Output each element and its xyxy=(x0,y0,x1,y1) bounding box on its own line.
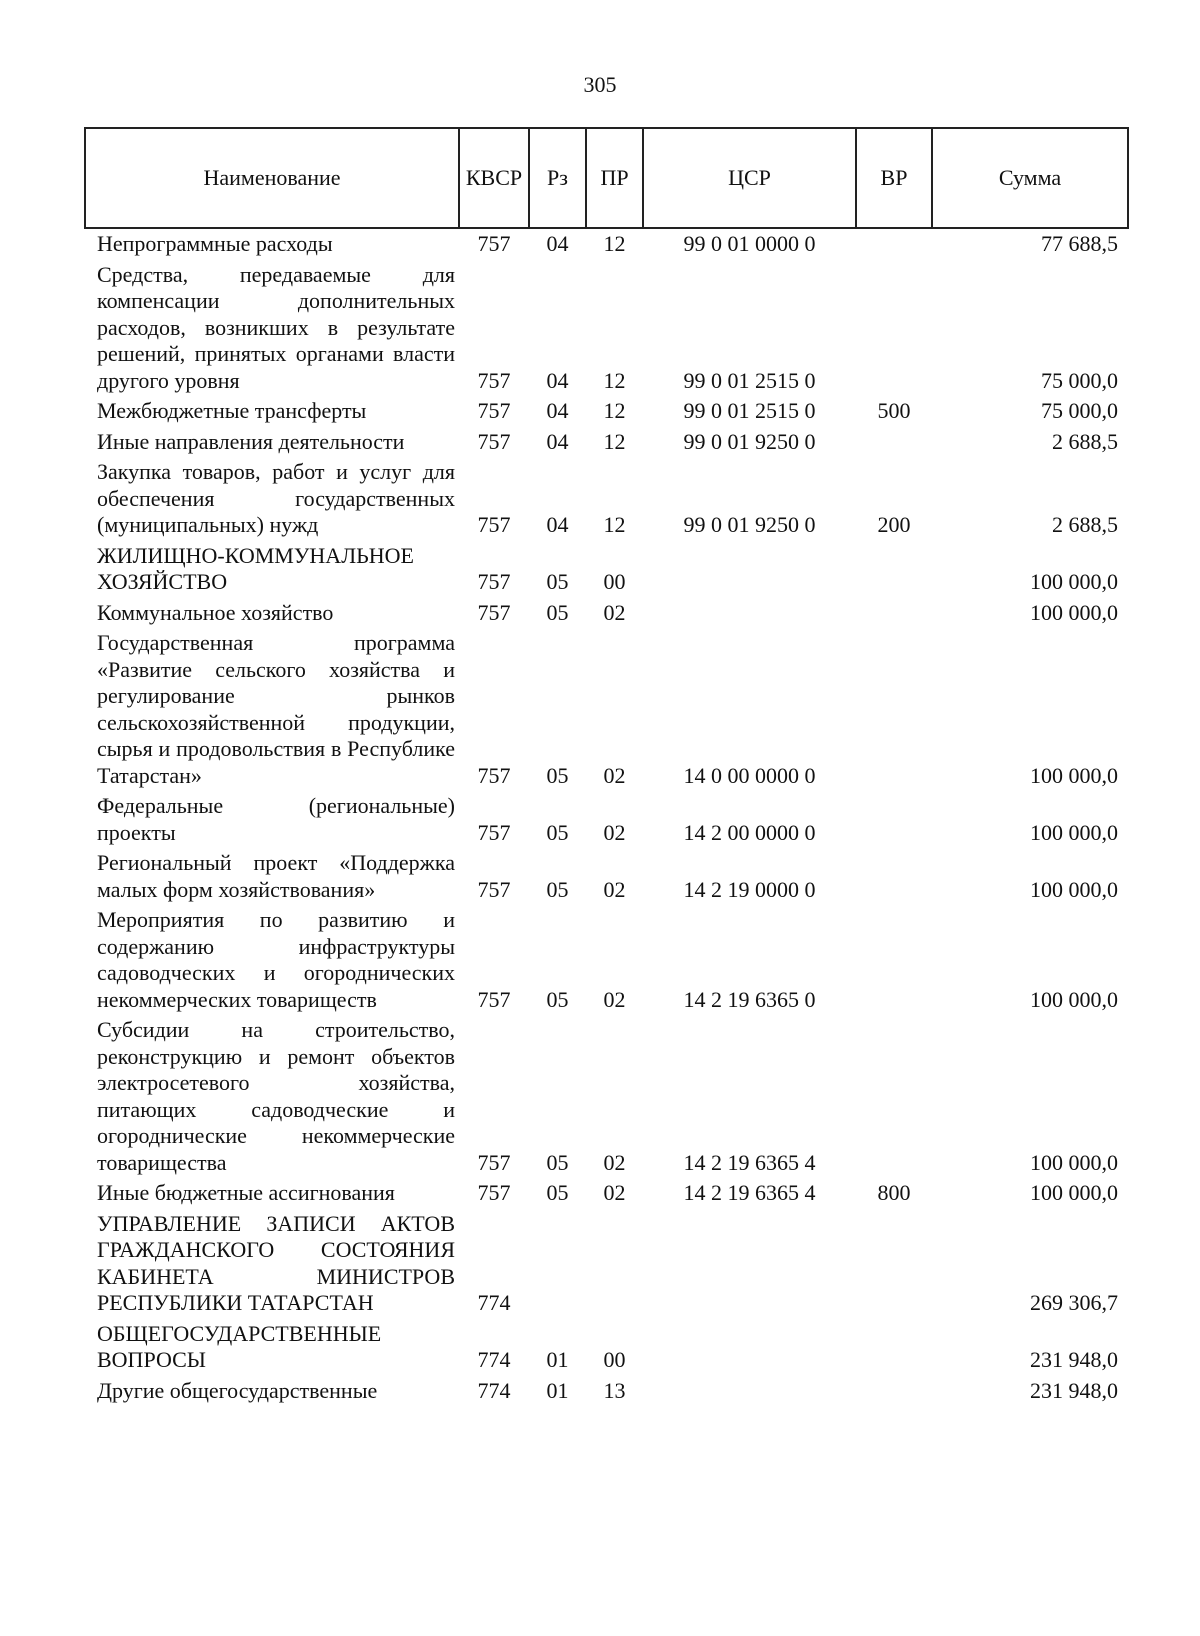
row-pr: 00 xyxy=(603,1347,626,1372)
table-row xyxy=(85,1321,1128,1378)
row-kvsr: 757 xyxy=(477,876,511,902)
row-sum: 75 000,0 xyxy=(1041,367,1118,393)
row-rz xyxy=(529,1211,586,1321)
row-csr xyxy=(643,1378,856,1409)
row-csr: 14 2 19 6365 0 xyxy=(683,986,816,1012)
row-rz: 05 xyxy=(546,1180,569,1205)
row-csr: 99 0 01 0000 0 xyxy=(683,231,816,256)
row-vr xyxy=(856,1017,932,1180)
row-name: Непрограммные расходы xyxy=(97,231,333,256)
row-rz: 01 xyxy=(546,1347,569,1372)
row-rz: 05 xyxy=(546,569,569,594)
row-vr xyxy=(856,630,932,793)
row-kvsr: 774 xyxy=(477,1347,511,1372)
row-vr xyxy=(856,907,932,1017)
table-body xyxy=(85,228,1128,1408)
row-csr: 99 0 01 9250 0 xyxy=(683,428,816,454)
table-row xyxy=(85,793,1128,850)
row-csr xyxy=(643,1321,856,1378)
table-row xyxy=(85,1180,1128,1211)
row-kvsr: 757 xyxy=(477,986,511,1012)
budget-table xyxy=(84,127,1129,1408)
table-row xyxy=(85,630,1128,793)
table-row xyxy=(85,429,1128,460)
row-rz: 04 xyxy=(546,398,569,423)
row-kvsr: 757 xyxy=(477,1180,511,1205)
table-header xyxy=(85,128,1128,228)
row-kvsr: 757 xyxy=(477,428,511,454)
row-rz: 04 xyxy=(546,512,569,537)
row-name: Другие общегосударственные xyxy=(97,1377,378,1403)
row-name: Межбюджетные трансферты xyxy=(97,398,367,423)
row-vr xyxy=(856,793,932,850)
row-csr: 14 2 19 0000 0 xyxy=(683,876,816,902)
row-sum: 231 948,0 xyxy=(1030,1347,1118,1372)
header-csr: ЦСР xyxy=(643,128,856,228)
row-vr: 800 xyxy=(877,1180,911,1205)
row-rz: 04 xyxy=(546,231,569,256)
row-pr xyxy=(586,1211,643,1321)
row-pr: 00 xyxy=(603,569,626,594)
row-rz: 04 xyxy=(546,428,569,454)
row-pr: 12 xyxy=(603,231,626,256)
row-sum: 100 000,0 xyxy=(1030,1149,1118,1175)
row-vr xyxy=(856,543,932,600)
row-kvsr: 774 xyxy=(477,1290,511,1315)
row-rz: 05 xyxy=(546,599,569,625)
row-pr: 02 xyxy=(603,599,626,625)
row-vr xyxy=(856,429,932,460)
row-kvsr: 757 xyxy=(477,231,511,256)
row-name: Иные направления деятельности xyxy=(97,428,405,454)
row-pr: 02 xyxy=(603,986,626,1012)
row-kvsr: 757 xyxy=(477,599,511,625)
row-name: УПРАВЛЕНИЕ ЗАПИСИ АКТОВ ГРАЖДАНСКОГО СОСТОЯНИЯ КАБИНЕТА МИНИСТРОВ РЕСПУБЛИКИ ТАТАРСТАН xyxy=(97,1210,455,1315)
row-name: Государственная программа «Развитие сельского хозяйства и регулирование рынков сельскохозяйственной продукции, сырья и продовольствия в Республике Татарстан» xyxy=(97,630,455,788)
row-pr: 12 xyxy=(603,428,626,454)
header-sum: Сумма xyxy=(932,128,1128,228)
row-name: ЖИЛИЩНО-КОММУНАЛЬНОЕ ХОЗЯЙСТВО xyxy=(97,542,414,594)
table-row xyxy=(85,262,1128,399)
row-csr xyxy=(643,543,856,600)
header-vr: ВР xyxy=(856,128,932,228)
row-kvsr: 757 xyxy=(477,762,511,788)
row-sum: 75 000,0 xyxy=(1041,398,1118,423)
row-rz: 04 xyxy=(546,367,569,393)
row-vr: 500 xyxy=(877,398,911,423)
table-row xyxy=(85,398,1128,429)
row-pr: 12 xyxy=(603,398,626,423)
row-vr: 200 xyxy=(877,512,911,537)
row-vr xyxy=(856,850,932,907)
row-vr xyxy=(856,1321,932,1378)
row-csr xyxy=(643,1211,856,1321)
row-kvsr: 757 xyxy=(477,512,511,537)
row-vr xyxy=(856,228,932,262)
table-row xyxy=(85,1211,1128,1321)
row-name: Мероприятия по развитию и содержанию инфраструктуры садоводческих и огороднических некоммерческих товариществ xyxy=(97,907,455,1012)
row-sum: 231 948,0 xyxy=(1030,1377,1118,1403)
row-name: Закупка товаров, работ и услуг для обеспечения государственных (муниципальных) нужд xyxy=(97,459,455,537)
header-kvsr: КВСР xyxy=(459,128,529,228)
row-pr: 02 xyxy=(603,819,626,845)
row-sum: 2 688,5 xyxy=(1052,512,1118,537)
row-kvsr: 757 xyxy=(477,819,511,845)
row-pr: 02 xyxy=(603,1149,626,1175)
row-csr: 14 0 00 0000 0 xyxy=(683,762,816,788)
row-name: Коммунальное хозяйство xyxy=(97,599,334,625)
row-pr: 13 xyxy=(603,1377,626,1403)
row-pr: 02 xyxy=(603,762,626,788)
row-csr: 99 0 01 9250 0 xyxy=(683,512,816,537)
row-name: Региональный проект «Поддержка малых форм хозяйствования» xyxy=(97,850,455,902)
row-csr: 14 2 19 6365 4 xyxy=(683,1149,816,1175)
header-name: Наименование xyxy=(85,128,459,228)
row-name: Иные бюджетные ассигнования xyxy=(97,1180,395,1205)
row-kvsr: 774 xyxy=(477,1377,511,1403)
row-csr: 14 2 19 6365 4 xyxy=(683,1180,816,1205)
row-kvsr: 757 xyxy=(477,569,511,594)
row-vr xyxy=(856,600,932,631)
table-row xyxy=(85,850,1128,907)
row-kvsr: 757 xyxy=(477,1149,511,1175)
row-rz: 01 xyxy=(546,1377,569,1403)
row-sum: 2 688,5 xyxy=(1052,428,1118,454)
row-rz: 05 xyxy=(546,762,569,788)
row-pr: 02 xyxy=(603,876,626,902)
row-vr xyxy=(856,1211,932,1321)
row-csr xyxy=(643,600,856,631)
row-rz: 05 xyxy=(546,986,569,1012)
header-pr: ПР xyxy=(586,128,643,228)
row-sum: 269 306,7 xyxy=(1030,1290,1118,1315)
row-rz: 05 xyxy=(546,1149,569,1175)
table-row xyxy=(85,1017,1128,1180)
row-pr: 02 xyxy=(603,1180,626,1205)
header-rz: Рз xyxy=(529,128,586,228)
row-vr xyxy=(856,1378,932,1409)
row-sum: 100 000,0 xyxy=(1030,762,1118,788)
row-sum: 77 688,5 xyxy=(1041,231,1118,256)
table-row xyxy=(85,543,1128,600)
table-row xyxy=(85,600,1128,631)
table-row xyxy=(85,459,1128,543)
row-rz: 05 xyxy=(546,876,569,902)
table-row xyxy=(85,1378,1128,1409)
row-kvsr: 757 xyxy=(477,367,511,393)
row-name: Средства, передаваемые для компенсации дополнительных расходов, возникших в результате решений, принятых органами власти другого уровня xyxy=(97,261,455,393)
row-sum: 100 000,0 xyxy=(1030,876,1118,902)
row-pr: 12 xyxy=(603,512,626,537)
table-row xyxy=(85,907,1128,1017)
row-pr: 12 xyxy=(603,367,626,393)
row-csr: 14 2 00 0000 0 xyxy=(683,819,816,845)
table-row xyxy=(85,228,1128,262)
row-name: Субсидии на строительство, реконструкцию и ремонт объектов электросетевого хозяйства, питающих садоводческие и огороднические некоммерческие товарищества xyxy=(97,1017,455,1175)
row-rz: 05 xyxy=(546,819,569,845)
row-csr: 99 0 01 2515 0 xyxy=(683,367,816,393)
row-name: ОБЩЕГОСУДАРСТВЕННЫЕ ВОПРОСЫ xyxy=(97,1320,382,1372)
page-number: 305 xyxy=(583,72,617,97)
row-vr xyxy=(856,262,932,399)
row-sum: 100 000,0 xyxy=(1030,569,1118,594)
row-name: Федеральные (региональные) проекты xyxy=(97,793,455,845)
row-sum: 100 000,0 xyxy=(1030,599,1118,625)
row-sum: 100 000,0 xyxy=(1030,819,1118,845)
row-sum: 100 000,0 xyxy=(1030,986,1118,1012)
row-csr: 99 0 01 2515 0 xyxy=(683,398,816,423)
row-kvsr: 757 xyxy=(477,398,511,423)
row-sum: 100 000,0 xyxy=(1030,1180,1118,1205)
